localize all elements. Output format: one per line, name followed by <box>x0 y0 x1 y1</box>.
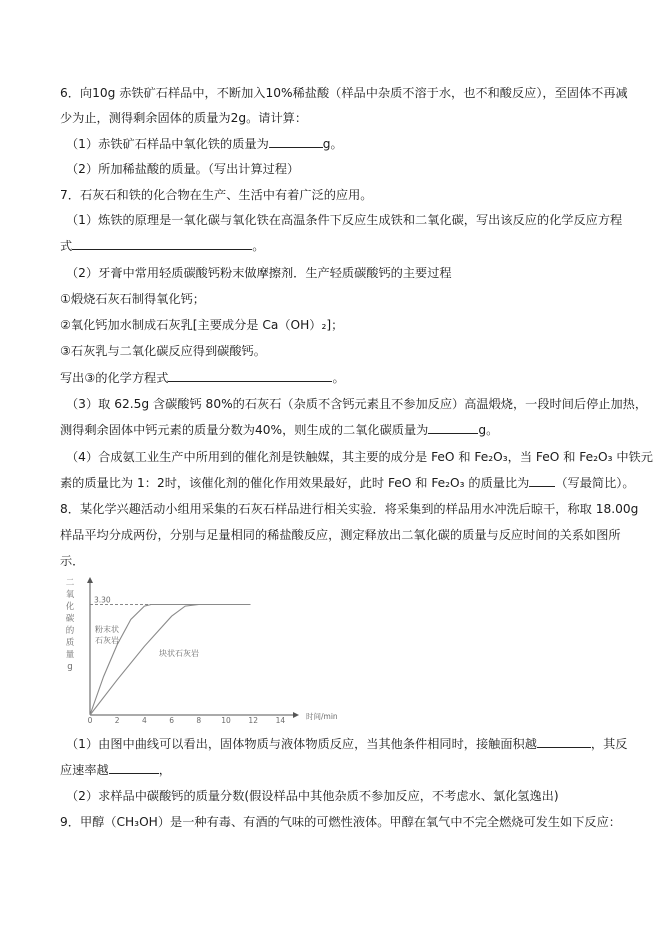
x-tick-label: 6 <box>169 716 174 725</box>
q7-part-3-unit: g。 <box>478 423 499 437</box>
x-tick-label: 0 <box>87 716 93 725</box>
x-tick-label: 4 <box>142 716 147 725</box>
co2-mass-time-chart <box>62 573 338 725</box>
y-axis-label-char: 二 <box>65 578 75 588</box>
q7-part-4-end: （写最简比）。 <box>555 476 635 490</box>
y-axis-label-char: 化 <box>65 602 75 612</box>
q8-part-1-text: （1）由图中曲线可以看出，固体物质与液体物质反应，当其他条件相同时，接触面积越 <box>66 737 537 751</box>
answer-blank[interactable] <box>72 237 252 250</box>
series-line-block <box>90 605 251 716</box>
q7-part-1-text: 式 <box>60 239 73 253</box>
q8-part-1-end: ， <box>158 763 171 777</box>
answer-blank[interactable] <box>428 421 478 434</box>
y-axis-label-char: 量 <box>65 650 75 660</box>
chart-svg <box>62 573 338 725</box>
q7-part-2: （2）牙膏中常用轻质碳酸钙粉末做摩擦剂．生产轻质碳酸钙的主要过程 <box>66 266 452 280</box>
q8-line-1: 8．某化学兴趣活动小组用采集的石灰石样品进行相关实验．将采集到的样品用水冲洗后晾干，称取 18.00g <box>60 502 639 516</box>
y-axis-label-char: 质 <box>65 638 75 648</box>
y-axis-label <box>66 578 75 672</box>
q8-line-3: 示． <box>60 554 85 568</box>
q6-part-1-unit: g。 <box>322 137 343 151</box>
x-tick-labels <box>88 716 286 725</box>
x-tick-label: 12 <box>248 716 258 725</box>
answer-blank[interactable] <box>537 735 591 748</box>
legend-label-powder-2: 石灰岩 <box>95 636 119 645</box>
x-tick-label: 2 <box>114 716 120 725</box>
answer-blank[interactable] <box>168 369 332 382</box>
q7-part-3-line-1: （3）取 62.5g 含碳酸钙 80%的石灰石（杂质不含钙元素且不参加反应）高温煅烧，一段时间后停止加热， <box>66 397 648 411</box>
q7-part-1-line-2 <box>60 237 620 255</box>
series-line-powder <box>90 605 251 716</box>
q7-part-3-line-2 <box>60 421 620 439</box>
y-marked-value-label: 3.30 <box>94 595 111 605</box>
q6-part-1-text: （1）赤铁矿石样品中氧化铁的质量为 <box>66 137 269 151</box>
legend-label-powder-1: 粉末状 <box>95 625 119 634</box>
q7-part-4-line-1: （4）合成氨工业生产中所用到的催化剂是铁触媒，其主要的成分是 FeO 和 Fe₂O₃，当 FeO 和 Fe₂O₃ 中铁元 <box>66 450 653 464</box>
y-axis-arrow <box>87 577 93 583</box>
q9-line-1: 9．甲醇（CH₃OH）是一种有毒、有酒的气味的可燃性液体。甲醇在氧气中不完全燃烧可发生如下反应： <box>60 815 621 829</box>
q7-step-3: ③石灰乳与二氧化碳反应得到碳酸钙。 <box>60 344 266 358</box>
q8-part-1-text-2: 应速率越 <box>60 763 109 777</box>
answer-blank[interactable] <box>269 135 323 148</box>
q7-title: 7．石灰石和铁的化合物在生产、生活中有着广泛的应用。 <box>60 188 373 202</box>
x-axis-label: 时间/min <box>306 712 338 721</box>
answer-blank[interactable] <box>109 761 159 774</box>
q6-line-1: 6．向10g 赤铁矿石样品中，不断加入10%稀盐酸（样品中杂质不溶于水，也不和酸反应），至固体不再减 <box>60 86 628 100</box>
q7-step-3-end: 。 <box>332 371 345 385</box>
answer-blank[interactable] <box>529 474 555 487</box>
q7-step-3-question <box>60 369 620 387</box>
q8-line-2: 样品平均分成两份，分别与足量相同的稀盐酸反应，测定释放出二氧化碳的质量与反应时间的关系如图所 <box>60 528 621 542</box>
y-axis-label-char: 氧 <box>65 590 75 600</box>
y-axis-label-char: g <box>67 662 73 672</box>
q7-step-3-text: 写出③的化学方程式 <box>60 371 169 385</box>
legend-label-block: 块状石灰岩 <box>159 649 199 658</box>
q6-part-2: （2）所加稀盐酸的质量。（写出计算过程） <box>66 162 300 176</box>
q6-part-1 <box>66 135 626 153</box>
x-tick-label: 14 <box>275 716 286 725</box>
q7-part-1-end: 。 <box>252 239 265 253</box>
q7-part-4-text: 素的质量比为 1：2时，该催化剂的催化作用效果最好，此时 FeO 和 Fe₂O₃ 的质量比为 <box>60 476 530 490</box>
q7-step-2: ②氧化钙加水制成石灰乳[主要成分是 Ca（OH）₂]； <box>60 318 344 332</box>
q7-part-1-line-1: （1）炼铁的原理是一氧化碳与氧化铁在高温条件下反应生成铁和二氧化碳，写出该反应的化学反应方程 <box>66 213 623 227</box>
q8-part-1-line-2 <box>60 761 620 779</box>
q8-part-2: （2）求样品中碳酸钙的质量分数(假设样品中其他杂质不参加反应，不考虑水、氯化氢逸出) <box>66 789 559 803</box>
q8-part-1-mid: ，其反 <box>590 737 628 751</box>
y-axis-label-char: 的 <box>65 626 75 636</box>
y-axis-label-char: 碳 <box>65 614 75 624</box>
x-axis-arrow <box>293 712 299 718</box>
x-tick-label: 10 <box>221 716 231 725</box>
q6-line-2: 少为止，测得剩余固体的质量为2g。请计算： <box>60 111 308 125</box>
q8-part-1-line-1 <box>66 735 626 753</box>
q7-part-4-line-2 <box>60 474 635 492</box>
q7-step-1: ①煅烧石灰石制得氧化钙； <box>60 292 205 306</box>
q7-part-3-text: 测得剩余固体中钙元素的质量分数为40%，则生成的二氧化碳质量为 <box>60 423 429 437</box>
x-tick-label: 8 <box>196 716 202 725</box>
